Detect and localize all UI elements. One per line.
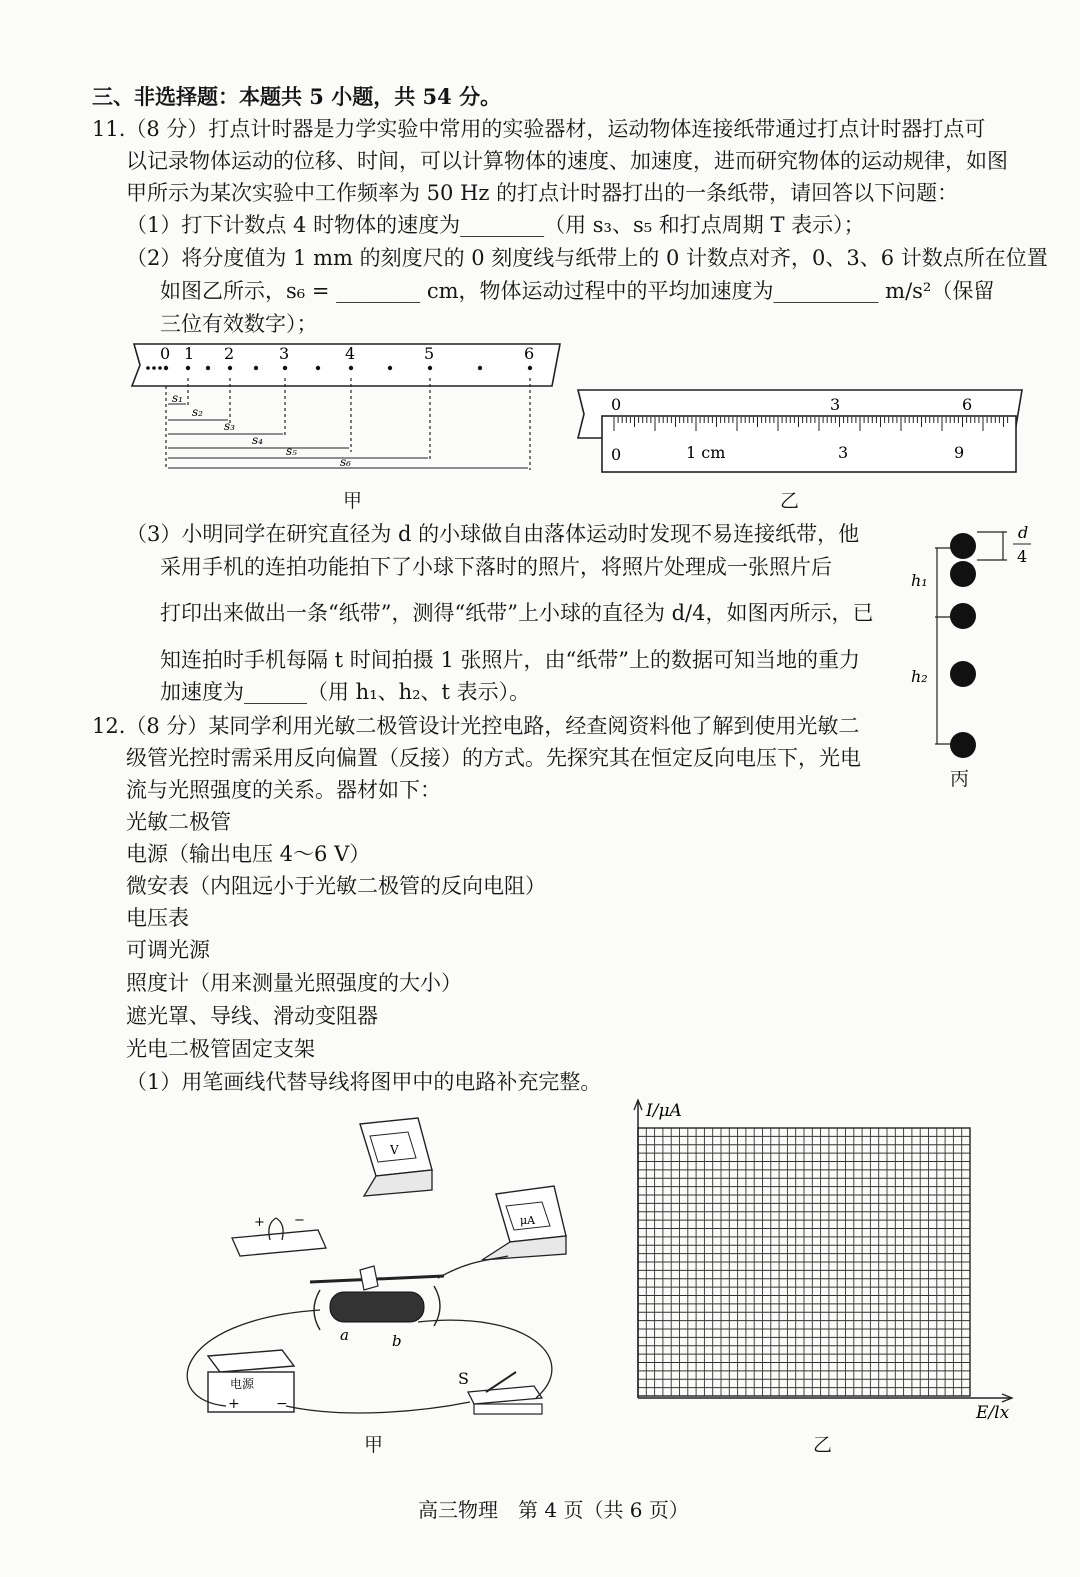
q11-part-2a: （2）将分度值为 1 mm 的刻度尺的 0 刻度线与纸带上的 0 计数点对齐，0、3、6 计数点所在位置 (126, 246, 1048, 270)
ruler-label: 9 (954, 443, 965, 462)
ruler-label: 1 cm (686, 443, 726, 462)
figure-caption: 甲 (364, 1434, 384, 1456)
photodiode-minus: − (294, 1213, 305, 1228)
h1-label: h₁ (911, 571, 928, 590)
d-label: d (1018, 523, 1029, 542)
x-axis-label: E/lx (976, 1403, 1010, 1420)
power-plus: + (228, 1396, 240, 1412)
q11-part-3d: 知连拍时手机每隔 t 时间拍摄 1 张照片，由“纸带”上的数据可知当地的重力 (160, 648, 860, 672)
ball (950, 533, 976, 559)
tape-dot (428, 366, 432, 370)
q11-part-3c: 打印出来做出一条“纸带”，测得“纸带”上小球的直径为 d/4，如图丙所示，已 (160, 601, 874, 625)
tape-dot (528, 366, 532, 370)
q12-line-2: 级管光控时需采用反向偏置（反接）的方式。先探究其在恒定反向电压下，光电 (126, 746, 861, 770)
ball (950, 732, 976, 758)
tape-dot (228, 366, 232, 370)
switch (458, 1369, 542, 1414)
equipment-item: 照度计（用来测量光照强度的大小） (126, 971, 462, 995)
ruler-label: 0 (611, 445, 622, 464)
wire (286, 1402, 470, 1413)
voltmeter (360, 1118, 432, 1196)
page-footer: 高三物理 第 4 页（共 6 页） (418, 1498, 689, 1522)
equipment-item: 电压表 (126, 906, 189, 930)
equipment-item: 光敏二极管 (126, 810, 231, 834)
tape-dot (349, 366, 353, 370)
figure-caption: 甲 (343, 490, 363, 512)
tape-dot (478, 366, 482, 370)
tape-dot (283, 366, 287, 370)
rheostat (310, 1266, 444, 1350)
q11-part-2b: 如图乙所示，s₆ = ________ cm，物体运动过程中的平均加速度为__________ m/s²（保留 (160, 279, 995, 303)
figure-circuit (170, 1110, 590, 1430)
tape-label: 0 (611, 395, 622, 414)
terminal-a: a (340, 1326, 349, 1344)
section-title: 三、非选择题：本题共 5 小题，共 54 分。 (92, 84, 502, 109)
equipment-item: 电源（输出电压 4～6 V） (126, 842, 371, 866)
figure-graph-grid (620, 1098, 1020, 1420)
q11-line-3: 甲所示为某次实验中工作频率为 50 Hz 的打点计时器打出的一条纸带，请回答以下问题： (126, 181, 959, 205)
terminal-b: b (392, 1332, 402, 1350)
count-point-label: 0 (160, 344, 171, 363)
tape-dot (152, 366, 156, 370)
figure-paper-tape (128, 338, 568, 478)
power-label: 电源 (230, 1377, 255, 1391)
segment-label: s₄ (252, 433, 263, 447)
ball (950, 661, 976, 687)
q11-line-2: 以记录物体运动的位移、时间，可以计算物体的速度、加速度，进而研究物体的运动规律，如图 (126, 149, 1008, 173)
photodiode (232, 1213, 326, 1256)
power-supply (208, 1350, 294, 1412)
microammeter-label: μA (520, 1214, 536, 1227)
h2-label: h₂ (911, 667, 928, 686)
ball (950, 603, 976, 629)
count-point-label: 4 (345, 344, 356, 363)
count-point-label: 6 (524, 344, 535, 363)
figure-caption: 丙 (950, 768, 970, 790)
figure-caption: 乙 (780, 490, 800, 512)
count-point-label: 5 (424, 344, 435, 363)
voltmeter-label: V (390, 1143, 399, 1157)
q11-part-3b: 采用手机的连拍功能拍下了小球下落时的照片，将照片处理成一张照片后 (160, 555, 832, 579)
q11-part-1: （1）打下计数点 4 时物体的速度为________（用 s₃、s₅ 和打点周期 T 表示）； (126, 213, 865, 237)
equipment-item: 可调光源 (126, 938, 210, 962)
figure-caption: 乙 (813, 1434, 833, 1456)
segment-label: s₂ (192, 405, 203, 419)
q12-line-3: 流与光照强度的关系。器材如下： (126, 778, 441, 802)
q11-line-1: 11.（8 分）打点计时器是力学实验中常用的实验器材，运动物体连接纸带通过打点计时器打点可 (92, 117, 986, 141)
equipment-item: 光电二极管固定支架 (126, 1037, 315, 1061)
segment-label: s₁ (172, 391, 183, 405)
segment-label: s₃ (224, 419, 235, 433)
figure-ruler (574, 386, 1026, 478)
figure-falling-ball (905, 520, 1040, 760)
tape-dot (254, 366, 258, 370)
photodiode-plus: + (254, 1215, 265, 1230)
tape-dot (158, 366, 162, 370)
q11-part-3e: 加速度为______（用 h₁、h₂、t 表示）。 (160, 680, 531, 704)
tape-dot (186, 366, 190, 370)
y-axis-label: I/μA (646, 1101, 682, 1121)
q11-part-3a: （3）小明同学在研究直径为 d 的小球做自由落体运动时发现不易连接纸带，他 (126, 522, 860, 546)
tape-dot (146, 366, 150, 370)
tape-dot (206, 366, 210, 370)
switch-label: S (458, 1369, 469, 1388)
q12-line-1: 12.（8 分）某同学利用光敏二极管设计光控电路，经查阅资料他了解到使用光敏二 (92, 714, 860, 738)
d-denominator: 4 (1017, 547, 1028, 566)
count-point-label: 2 (224, 344, 235, 363)
microammeter (482, 1186, 566, 1260)
tape-dot (316, 366, 320, 370)
ruler-label: 3 (838, 443, 849, 462)
tape-dot (164, 366, 168, 370)
segment-label: s₅ (286, 444, 297, 458)
power-minus: − (276, 1396, 288, 1412)
equipment-item: 微安表（内阻远小于光敏二极管的反向电阻） (126, 874, 546, 898)
equipment-item: 遮光罩、导线、滑动变阻器 (126, 1004, 378, 1028)
q12-part-1: （1）用笔画线代替导线将图甲中的电路补充完整。 (126, 1070, 602, 1094)
segment-label: s₆ (340, 455, 351, 469)
tape-label: 6 (962, 395, 973, 414)
ball (950, 561, 976, 587)
tape-dot (388, 366, 392, 370)
count-point-label: 3 (279, 344, 290, 363)
q11-part-2c: 三位有效数字）； (160, 312, 318, 336)
grid (638, 1128, 970, 1396)
tape-label: 3 (830, 395, 841, 414)
count-point-label: 1 (184, 344, 195, 363)
